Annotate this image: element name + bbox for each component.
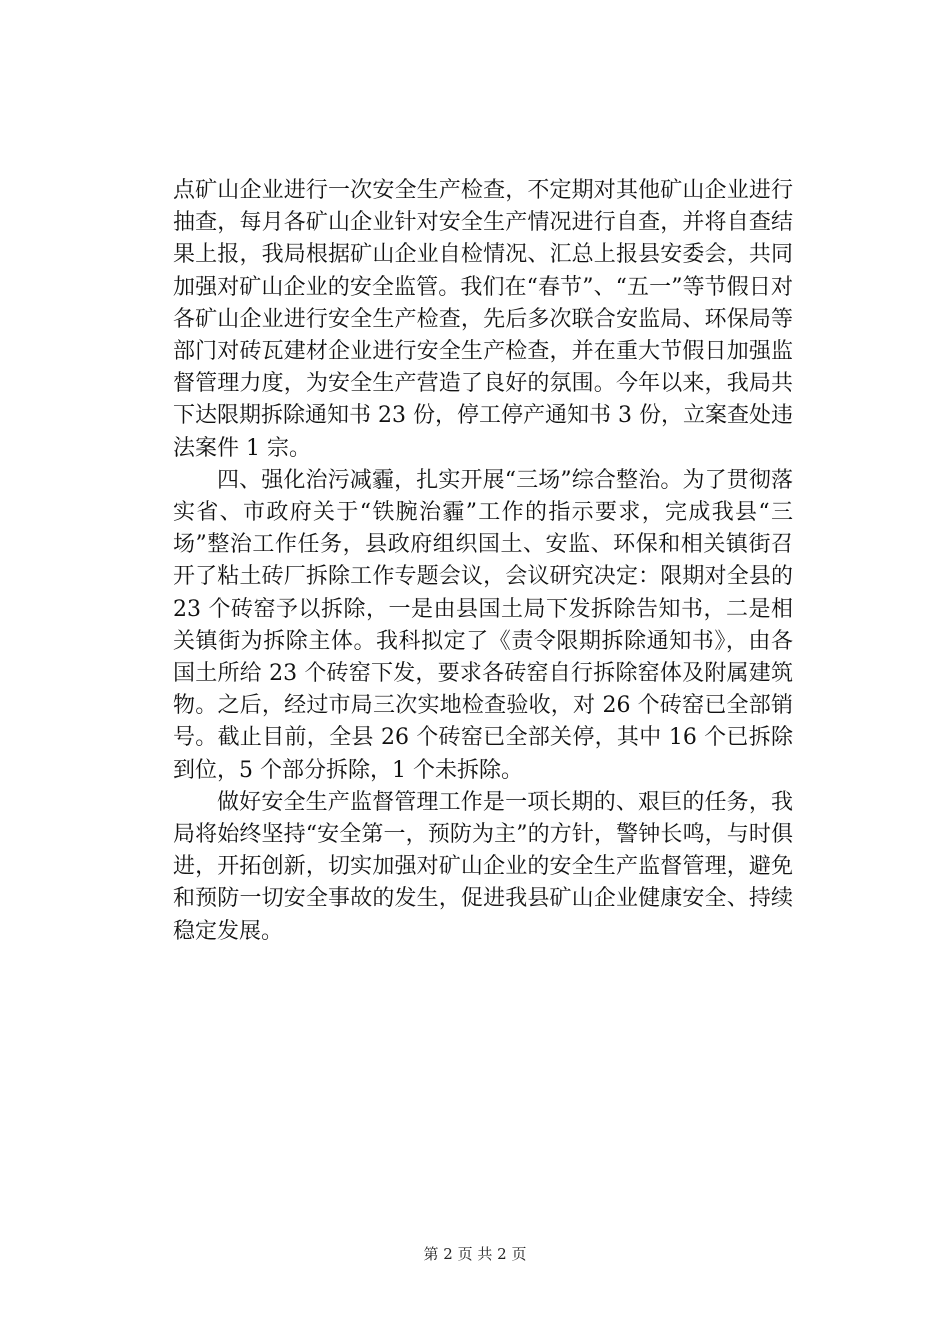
paragraph-pollution-control: 四、强化治污减霾，扎实开展“三场”综合整治。为了贯彻落实省、市政府关于“铁腕治霾”工作的指示要求，完成我县“三场”整治工作任务，县政府组织国土、安监、环保和相关镇街召开了粘土砖厂拆除工作专题会议，会议研究决定：限期对全县的 23 个砖窑予以拆除，一是由县国土局下发拆除告知书，二是相关镇街为拆除主体。我科拟定了《责令限期拆除通知书》，由各国土所给 23 个砖窑下发，要求各砖窑自行拆除窑体及附属建筑物。之后，经过市局三次实地检查验收，对 26 个砖窑已全部销号。截止目前，全县 26 个砖窑已全部关停，其中 16 个已拆除到位，5 个部分拆除，1 个未拆除。	[173, 467, 793, 783]
document-body	[173, 175, 793, 948]
page-number-footer: 第 2 页 共 2 页	[423, 1245, 527, 1263]
paragraph-conclusion: 做好安全生产监督管理工作是一项长期的、艰巨的任务，我局将始终坚持“安全第一，预防为主”的方针，警钟长鸣，与时俱进，开拓创新，切实加强对矿山企业的安全生产监督管理，避免和预防一切安全事故的发生，促进我县矿山企业健康安全、持续稳定发展。	[173, 789, 793, 944]
paragraph-safety-inspection: 点矿山企业进行一次安全生产检查，不定期对其他矿山企业进行抽查，每月各矿山企业针对安全生产情况进行自查，并将自查结果上报，我局根据矿山企业自检情况、汇总上报县安委会，共同加强对矿山企业的安全监管。我们在“春节”、“五一”等节假日对各矿山企业进行安全生产检查，先后多次联合安监局、环保局等部门对砖瓦建材企业进行安全生产检查，并在重大节假日加强监督管理力度，为安全生产营造了良好的氛围。今年以来，我局共下达限期拆除通知书 23 份，停工停产通知书 3 份，立案查处违法案件 1 宗。	[173, 178, 793, 461]
